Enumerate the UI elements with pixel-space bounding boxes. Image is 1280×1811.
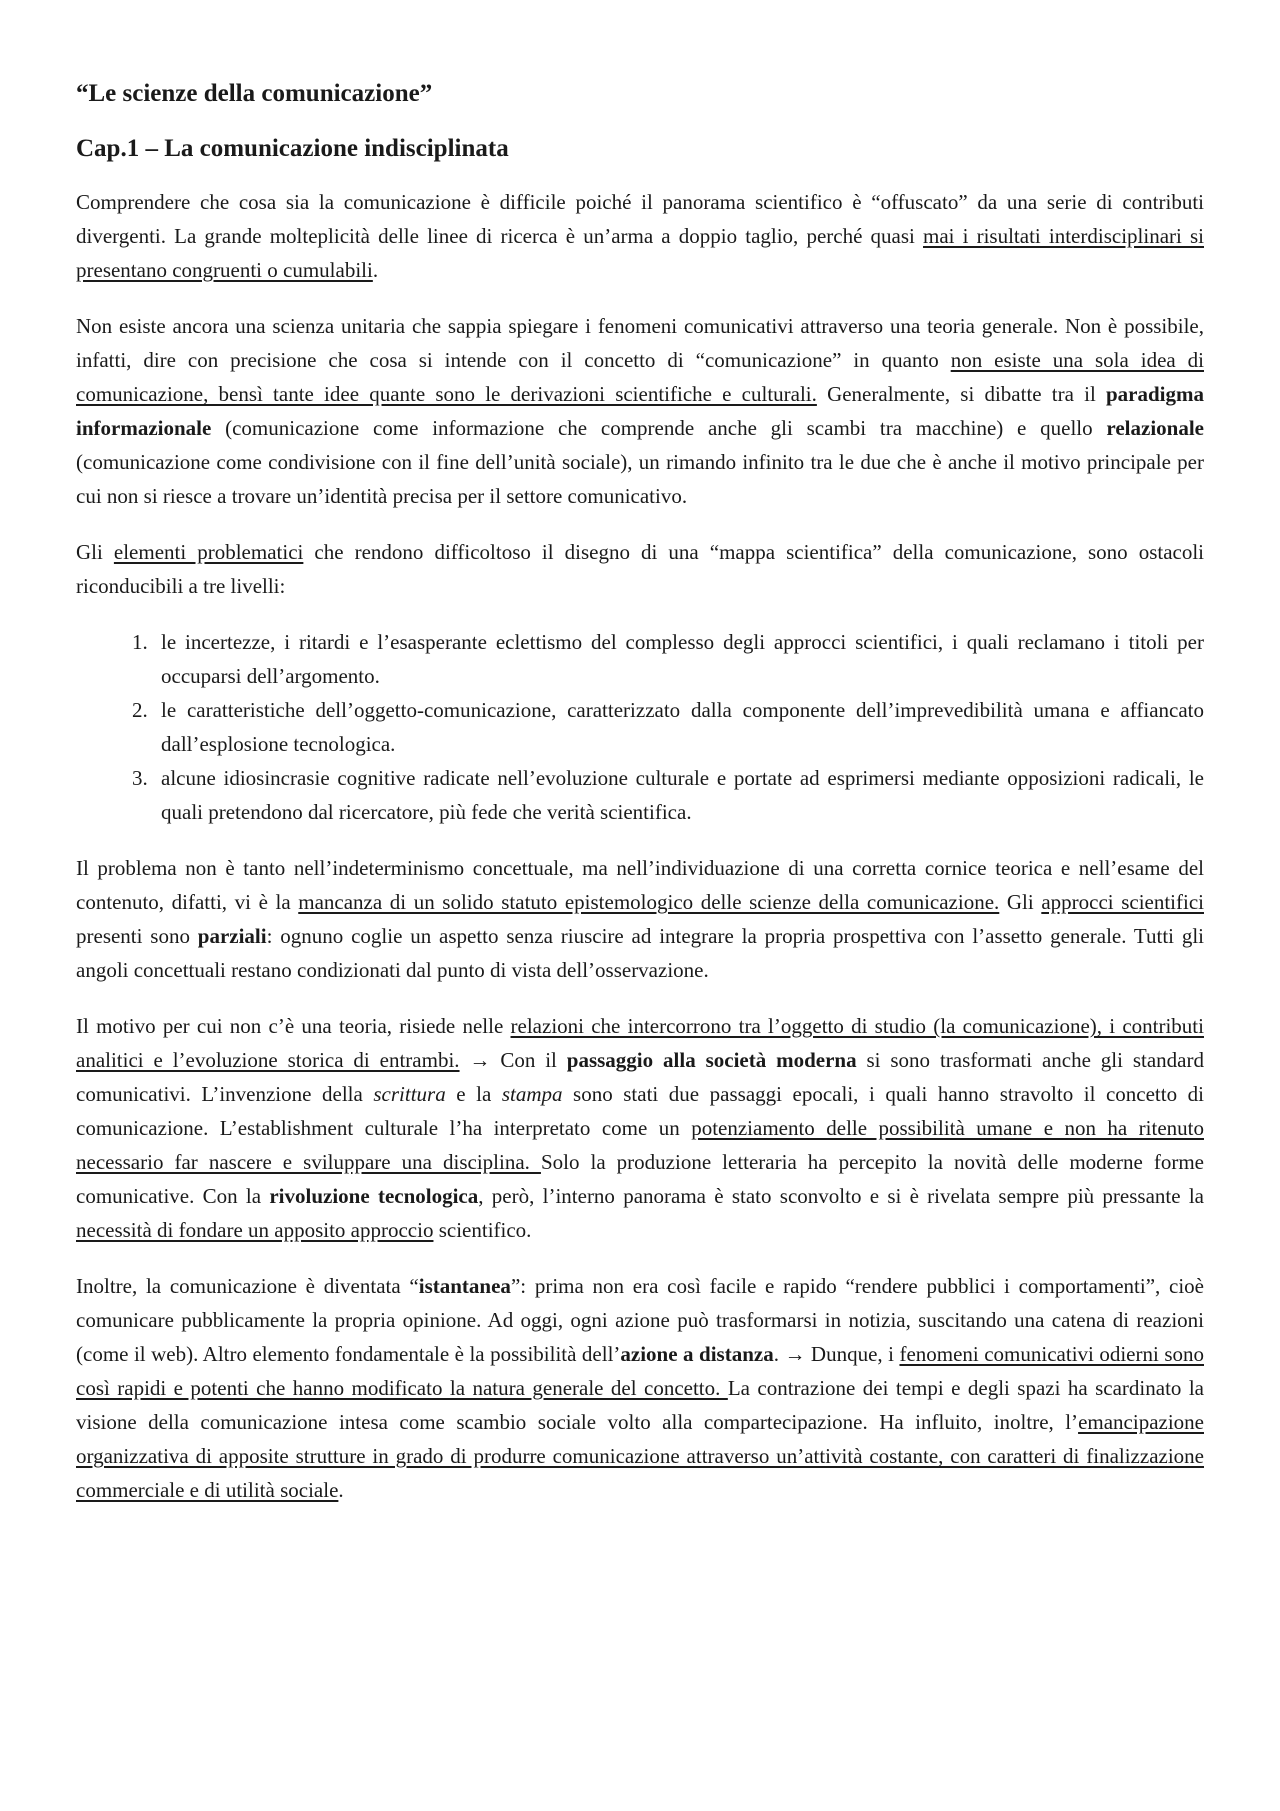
text: , però, l’interno panorama è stato sconvolto e si è rivelata sempre più pressante la — [478, 1184, 1204, 1208]
text: Gli — [76, 540, 114, 564]
paragraph-6 — [76, 1269, 1204, 1507]
document-title: “Le scienze della comunicazione” — [76, 80, 433, 107]
list-item: 2. le caratteristiche dell’oggetto-comunicazione, caratterizzato dalla componente dell’imprevedibilità umana e affiancato dall’esplosione tecnologica. — [153, 693, 1204, 761]
text: La contrazione dei tempi e degli spazi ha scardinato la visione della comunicazione intesa come scambio sociale volto alla compartecipazione. Ha influito, inoltre, l’ — [76, 1376, 1204, 1434]
text: si sono trasformati anche gli standard comunicativi. L’invenzione della — [76, 1048, 1205, 1106]
bold-term: rivoluzione tecnologica — [269, 1184, 479, 1208]
underlined-text: necessità di fondare un apposito approccio — [76, 1218, 434, 1242]
underlined-text: potenziamento delle possibilità umane e non ha ritenuto necessario far nascere e sviluppare una disciplina. — [76, 1116, 1204, 1174]
text: : ognuno coglie un aspetto senza riuscire ad integrare la propria prospettiva con l’assetto generale. Tutti gli angoli concettuali restano condizionati dal punto di vista dell’osservazione. — [76, 924, 1204, 982]
text: Inoltre, la comunicazione è diventata “ — [76, 1274, 419, 1298]
text: Il motivo per cui non c’è una teoria, risiede nelle — [76, 1014, 511, 1038]
chapter-title: Cap.1 – La comunicazione indisciplinata — [76, 134, 509, 162]
bold-term: parziali — [197, 924, 267, 948]
bold-term: istantanea — [418, 1274, 511, 1298]
italic-term: stampa — [501, 1082, 563, 1106]
text: Solo la produzione letteraria ha percepito la novità delle moderne forme comunicative. Con la — [76, 1150, 1204, 1208]
text: scientifico. — [433, 1218, 532, 1242]
text: e la — [445, 1082, 502, 1106]
text: sono stati due passaggi epocali, i quali hanno stravolto il concetto di comunicazione. L’establishment culturale l’ha interpretato come un — [76, 1082, 1204, 1140]
text: Con il — [500, 1048, 567, 1072]
underlined-text: non esiste una sola idea di comunicazione, bensì tante idee quante sono le derivazioni scientifiche e culturali. — [76, 348, 1204, 406]
italic-term: scrittura — [373, 1082, 446, 1106]
underlined-text: elementi problematici — [113, 540, 304, 564]
bold-term: relazionale — [1106, 416, 1204, 440]
paragraph-3 — [76, 535, 1204, 603]
bold-term: passaggio alla società moderna — [566, 1048, 857, 1072]
text: presenti sono — [76, 924, 198, 948]
paragraph-1 — [76, 185, 1204, 287]
text: (comunicazione come informazione che comprende anche gli scambi tra macchine) e quello — [211, 416, 1107, 440]
underlined-text: approcci scientifici — [1041, 890, 1204, 914]
text: . — [372, 258, 379, 282]
text: (comunicazione come condivisione con il fine dell’unità sociale), un rimando infinito tra le due che è anche il motivo principale per cui non si riesce a trovare un’identità precisa per il settore comunicativo. — [76, 450, 1204, 508]
underlined-text: emancipazione organizzativa di apposite strutture in grado di produrre comunicazione attraverso un’attività costante, con caratteri di finalizzazione commerciale e di utilità sociale — [76, 1410, 1204, 1502]
underlined-text: mai i risultati interdisciplinari si presentano congruenti o cumulabili — [76, 224, 1204, 282]
text: . — [338, 1478, 344, 1502]
text: Il problema non è tanto nell’indeterminismo concettuale, ma nell’individuazione di una corretta cornice teorica e nell’esame del contenuto, difatti, vi è la — [76, 856, 1204, 914]
text: Non esiste ancora una scienza unitaria che sappia spiegare i fenomeni comunicativi attraverso una teoria generale. Non è possibile, infatti, dire con precisione che cosa si intende con il concetto di “comunicazione” in quanto — [76, 314, 1204, 372]
underlined-text: fenomeni comunicativi odierni sono così rapidi e potenti che hanno modificato la natura generale del concetto. — [76, 1342, 1204, 1400]
text: Gli — [999, 890, 1042, 914]
text: Comprendere che cosa sia la comunicazione è difficile poiché il panorama scientifico è “offuscato” da una serie di contributi divergenti. La grande molteplicità delle linee di ricerca è un’arma a doppio taglio, perché quasi — [76, 190, 1204, 248]
list-item: 3. alcune idiosincrasie cognitive radicate nell’evoluzione culturale e portate ad esprimersi mediante opposizioni radicali, le quali pretendono dal ricercatore, più fede che verità scientifica. — [153, 761, 1204, 829]
bold-term: paradigma informazionale — [76, 382, 1204, 440]
underlined-text: mancanza di un solido statuto epistemologico delle scienze della comunicazione. — [298, 890, 1000, 914]
paragraph-5 — [76, 1009, 1204, 1247]
text: ”: prima non era così facile e rapido “rendere pubblici i comportamenti”, cioè comunicare pubblicamente la propria opinione. Ad oggi, ogni azione può trasformarsi in notizia, suscitando una catena di reazioni (come il web). Altro elemento fondamentale è la possibilità dell’ — [76, 1274, 1204, 1366]
list-item: 1. le incertezze, i ritardi e l’esasperante eclettismo del complesso degli approcci scientifici, i quali reclamano i titoli per occuparsi dell’argomento. — [153, 625, 1204, 693]
paragraph-2 — [76, 309, 1204, 513]
text: che rendono difficoltoso il disegno di una “mappa scientifica” della comunicazione, sono ostacoli riconducibili a tre livelli: — [76, 540, 1205, 598]
underlined-text: relazioni che intercorrono tra l’oggetto di studio (la comunicazione), i contributi analitici e l’evoluzione storica di entrambi. — [76, 1014, 1204, 1072]
arrow-icon: → — [784, 1342, 806, 1366]
text: Generalmente, si dibatte tra il — [816, 382, 1106, 406]
arrow-icon: → — [459, 1048, 501, 1072]
bold-term: azione a distanza — [620, 1342, 774, 1366]
text: . — [773, 1342, 785, 1366]
text: Dunque, i — [805, 1342, 900, 1366]
paragraph-4 — [76, 851, 1204, 987]
levels-list — [76, 625, 1204, 829]
